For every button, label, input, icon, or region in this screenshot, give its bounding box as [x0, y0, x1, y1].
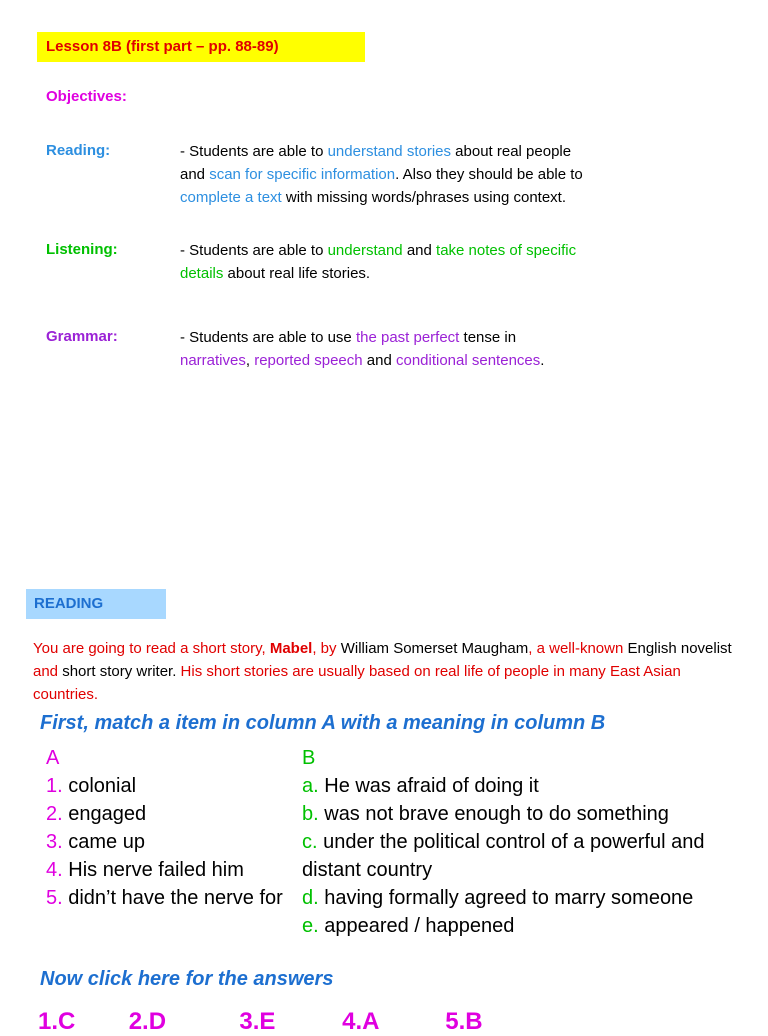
highlight: details: [180, 265, 224, 282]
list-item: [46, 884, 296, 912]
item-text: colonial: [62, 775, 137, 797]
text: ,: [245, 352, 255, 369]
author-name: William Somerset Maugham: [340, 640, 529, 657]
item-text: didn’t have the nerve for: [62, 887, 283, 909]
text: - Students are able to: [180, 242, 328, 259]
list-item: [302, 828, 742, 884]
reading-intro: [33, 637, 743, 706]
item-marker: a.: [302, 775, 319, 797]
highlight: the past perfect: [355, 329, 460, 346]
list-item: [46, 800, 296, 828]
text: and: [180, 166, 210, 183]
text: and: [402, 242, 437, 259]
item-marker: c.: [302, 831, 318, 853]
text: short story writer.: [58, 663, 177, 680]
story-title: Mabel: [269, 640, 313, 657]
section-title: READING: [34, 595, 104, 612]
list-item: [302, 772, 742, 800]
list-item: [302, 884, 742, 912]
highlight: understand: [327, 242, 403, 259]
list-item: [46, 828, 296, 856]
column-a: [46, 744, 296, 912]
text: tense in: [459, 329, 517, 346]
item-marker: 2.: [46, 803, 63, 825]
item-text: came up: [62, 831, 145, 853]
item-text: having formally agreed to marry someone: [318, 887, 694, 909]
highlight: take notes of specific: [436, 242, 577, 259]
item-marker: 5.: [46, 887, 63, 909]
highlight: complete a text: [180, 189, 282, 206]
listening-objective: [180, 239, 720, 285]
objectives-heading: Objectives:: [46, 88, 127, 105]
item-marker: d.: [302, 887, 319, 909]
text: with missing words/phrases using context.: [281, 189, 567, 206]
text: about real life stories.: [223, 265, 371, 282]
text: about real people: [451, 143, 572, 160]
list-item: [302, 912, 742, 940]
column-a-header: A: [46, 747, 60, 769]
text: - Students are able to use: [180, 329, 356, 346]
item-text: was not brave enough to do something: [318, 803, 669, 825]
reading-section-header: [26, 589, 166, 619]
text: and: [33, 663, 59, 680]
listening-label: Listening:: [46, 241, 118, 258]
text: - Students are able to: [180, 143, 328, 160]
text: His short stories are usually based on real life of people in many East Asian countries.: [33, 663, 681, 703]
grammar-label: Grammar:: [46, 328, 118, 345]
item-marker: e.: [302, 915, 319, 937]
reading-objective: [180, 140, 720, 209]
answers-row: 1.C 2.D 3.E 4.A 5.B: [38, 1008, 483, 1035]
reading-label: Reading:: [46, 142, 111, 159]
item-text: appeared / happened: [318, 915, 515, 937]
answers-link[interactable]: Now click here for the answers: [40, 968, 334, 990]
item-text: He was afraid of doing it: [318, 775, 539, 797]
lesson-title: Lesson 8B (first part – pp. 88-89): [46, 38, 279, 55]
column-b-header: B: [302, 747, 316, 769]
lesson-title-banner: [37, 32, 365, 62]
text: , a well-known: [528, 640, 624, 657]
list-item: [46, 856, 296, 884]
item-text: under the political control of a powerful and distant country: [302, 831, 705, 881]
item-text: His nerve failed him: [62, 859, 244, 881]
highlight: scan for specific information: [209, 166, 396, 183]
highlight: reported speech: [254, 352, 363, 369]
highlight: conditional sentences: [395, 352, 541, 369]
text: . Also they should be able to: [395, 166, 583, 183]
list-item: [302, 800, 742, 828]
item-marker: 3.: [46, 831, 63, 853]
text: and: [362, 352, 396, 369]
item-marker: 4.: [46, 859, 63, 881]
text: , by: [312, 640, 341, 657]
text: English novelist: [627, 640, 732, 657]
item-marker: b.: [302, 803, 319, 825]
item-marker: 1.: [46, 775, 63, 797]
text: You are going to read a short story,: [33, 640, 270, 657]
list-item: [46, 772, 296, 800]
text: .: [540, 352, 545, 369]
match-instructions: First, match a item in column A with a meaning in column B: [40, 712, 606, 734]
column-b: [302, 744, 742, 940]
grammar-objective: [180, 326, 720, 372]
highlight: narratives: [180, 352, 246, 369]
item-text: engaged: [62, 803, 147, 825]
highlight: understand stories: [327, 143, 451, 160]
